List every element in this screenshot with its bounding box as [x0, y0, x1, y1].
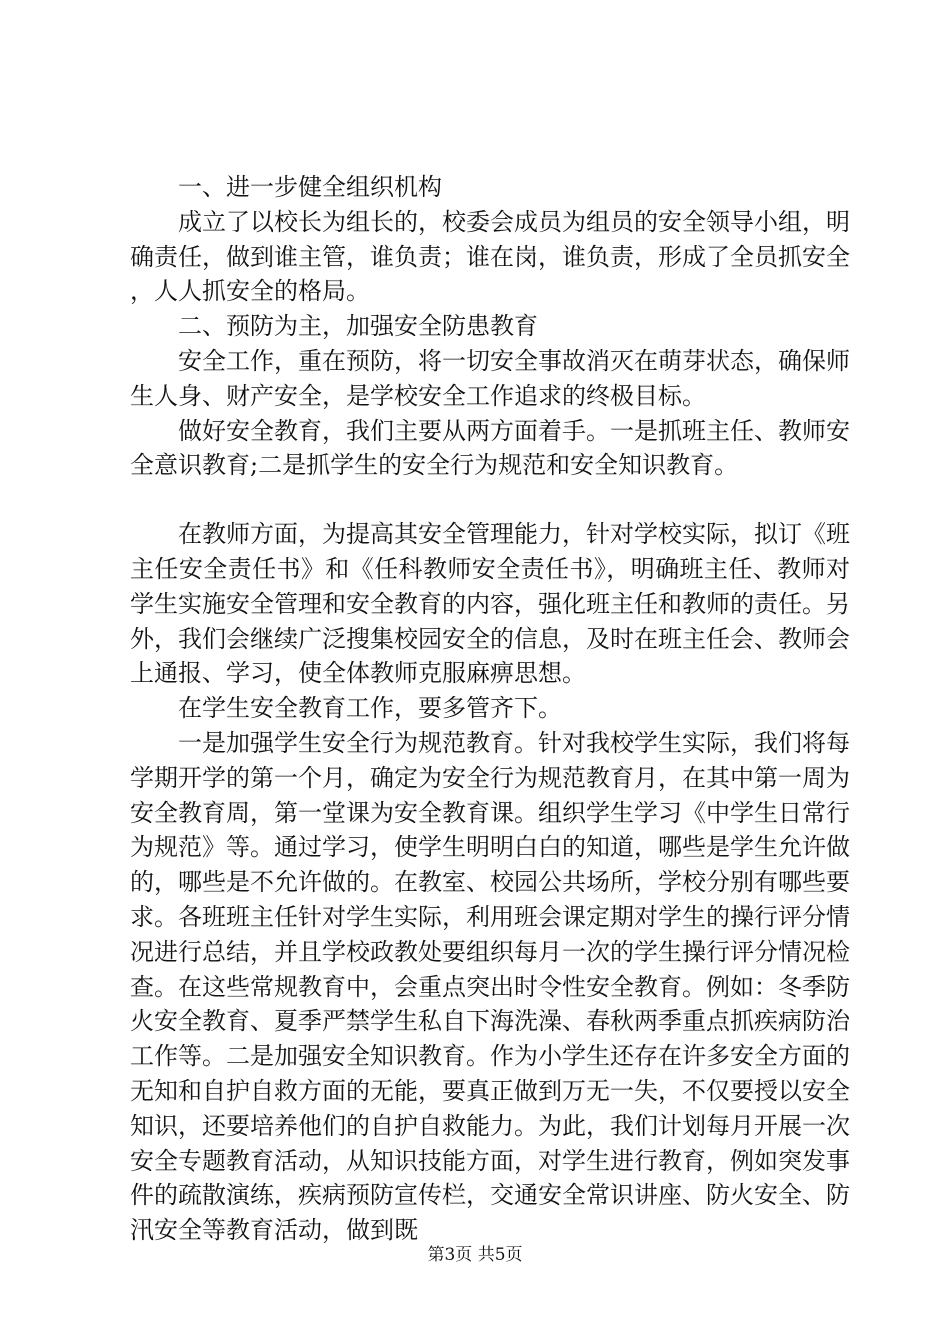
- paragraph-teachers: 在教师方面，为提高其安全管理能力，针对学校实际，拟订《班主任安全责任书》和《任科教师安全责任书》，明确班主任、教师对学生实施安全管理和安全教育的内容，强化班主任和教师的责任。另外，我们会继续广泛搜集校园安全的信息，及时在班主任会、教师会上通报、学习，使全体教师克服麻痹思想。: [130, 520, 850, 688]
- paragraph-prevention: 安全工作，重在预防，将一切安全事故消灭在萌芽状态，确保师生人身、财产安全，是学校安全工作追求的终极目标。: [130, 346, 850, 410]
- section-heading-1: 一、进一步健全组织机构: [178, 173, 442, 201]
- paragraph-two-aspects: 做好安全教育，我们主要从两方面着手。一是抓班主任、教师安全意识教育;二是抓学生的安全行为规范和安全知识教育。: [130, 416, 850, 480]
- paragraph-students-intro: 在学生安全教育工作，要多管齐下。: [178, 694, 562, 723]
- page-footer: [0, 1244, 950, 1266]
- paragraph-organization: 成立了以校长为组长的，校委会成员为组员的安全领导小组，明确责任，做到谁主管，谁负责；谁在岗，谁负责，形成了全员抓安全，人人抓安全的格局。: [130, 207, 850, 306]
- paragraph-students-detail: 一是加强学生安全行为规范教育。针对我校学生实际，我们将每学期开学的第一个月，确定为安全行为规范教育月，在其中第一周为安全教育周，第一堂课为安全教育课。组织学生学习《中学生日常行为规范》等。通过学习，使学生明明白白的知道，哪些是学生允许做的，哪些是不允许做的。在教室、校园公共场所，学校分别有哪些要求。各班班主任针对学生实际，利用班会课定期对学生的操行评分情况进行总结，并且学校政教处要组织每月一次的学生操行评分情况检查。在这些常规教育中，会重点突出时令性安全教育。例如：冬季防火安全教育、夏季严禁学生私自下海洗澡、春秋两季重点抓疾病防治工作等。二是加强安全知识教育。作为小学生还存在许多安全方面的无知和自护自救方面的无能，要真正做到万无一失，不仅要授以安全知识，还要培养他们的自护自救能力。为此，我们计划每月开展一次安全专题教育活动，从知识技能方面，对学生进行教育，例如突发事件的疏散演练，疾病预防宣传栏，交通安全常识讲座、防火安全、防汛安全等教育活动，做到既: [130, 728, 850, 1245]
- document-body: [130, 170, 850, 1248]
- page-number-label: 第3页 共5页: [427, 1245, 523, 1265]
- section-heading-2: 二、预防为主，加强安全防患教育: [178, 312, 538, 341]
